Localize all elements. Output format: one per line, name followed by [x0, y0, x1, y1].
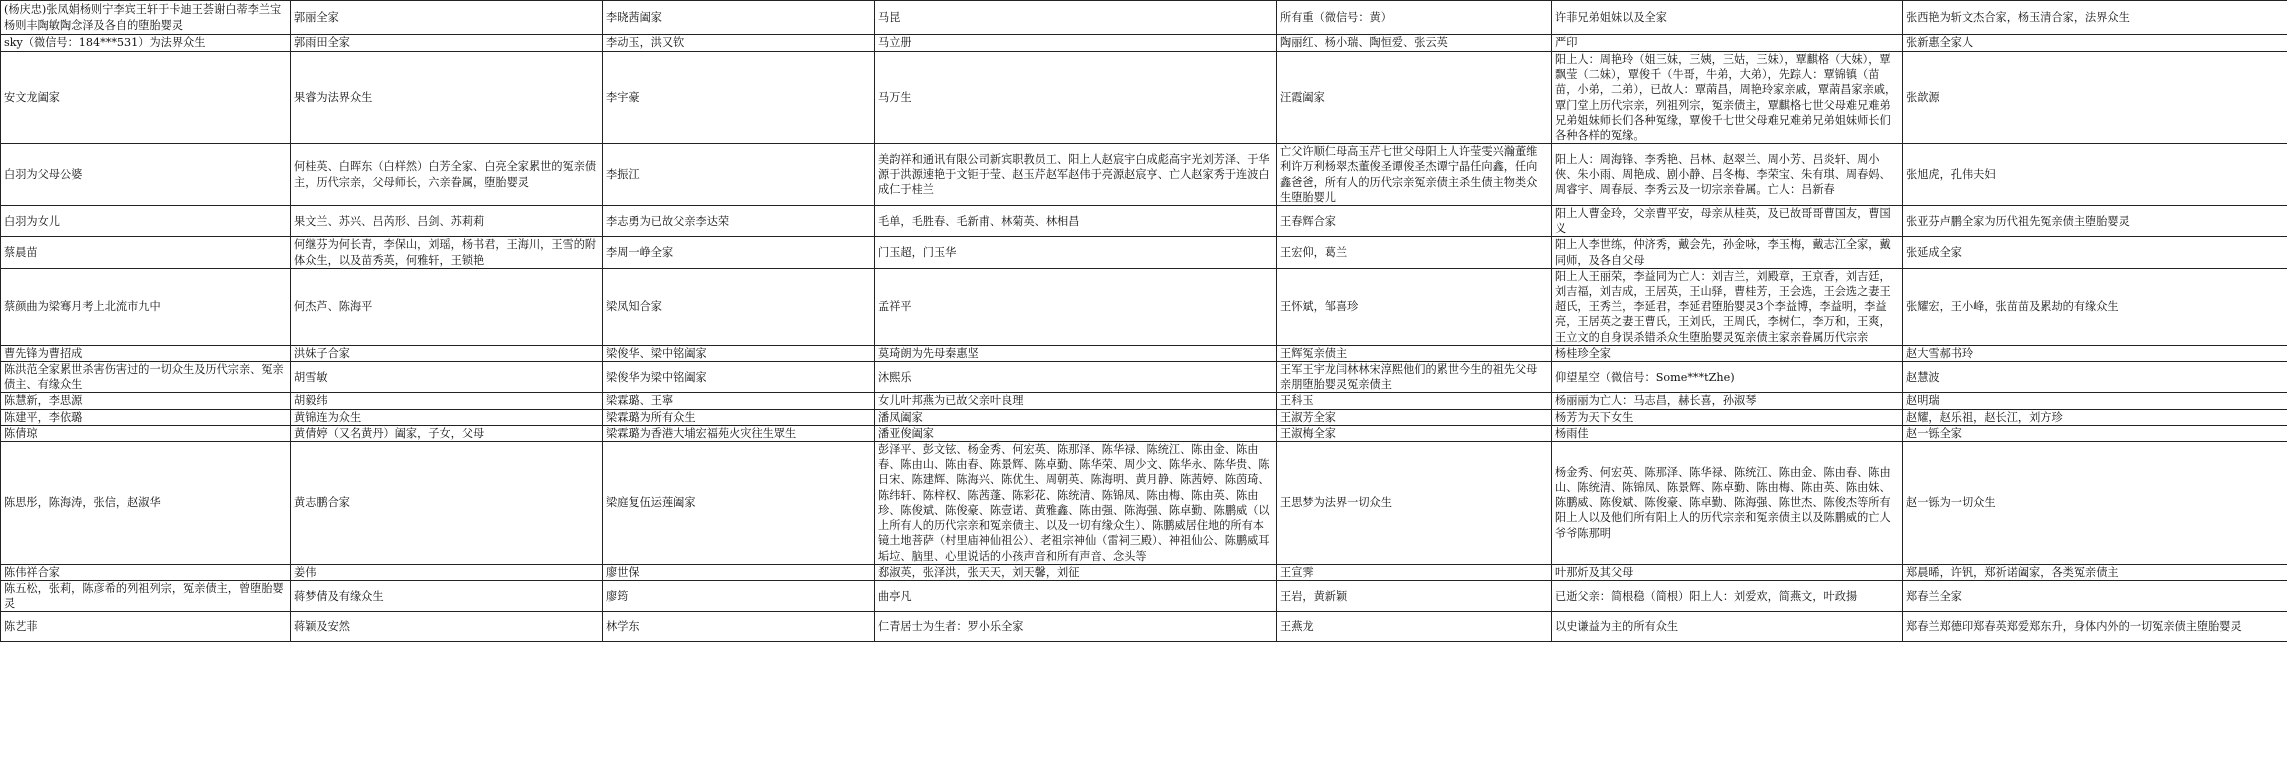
table-cell: 陈思彤，陈海涛，张信，赵淑华 [1, 442, 291, 565]
table-cell: 何杰芦、陈海平 [291, 268, 603, 345]
table-cell: 蒋梦倩及有缘众生 [291, 580, 603, 611]
table-cell: 女儿叶邦燕为已故父亲叶良理 [875, 393, 1277, 409]
table-cell: 黄锦连为众生 [291, 409, 603, 425]
table-cell: 王岩，黄新颖 [1277, 580, 1552, 611]
table-cell: 王淑芳全家 [1277, 409, 1552, 425]
table-cell: 姜伟 [291, 564, 603, 580]
table-cell: 所有重（微信号：黄） [1277, 1, 1552, 35]
table-cell: 门玉超，门玉华 [875, 237, 1277, 268]
table-cell: 阳上人李世练，仲济秀，戴会先，孙金咏，李玉梅，戴志江全家，戴同师，及各自父母 [1552, 237, 1903, 268]
table-cell: 杨桂珍全家 [1552, 345, 1903, 361]
table-cell: 郄淑英，张泽洪，张天天，刘天馨，刘征 [875, 564, 1277, 580]
table-cell: 王淑梅全家 [1277, 425, 1552, 441]
table-cell: 白羽为父母公婆 [1, 144, 291, 206]
table-cell: 王燕龙 [1277, 612, 1552, 642]
table-cell: 洪妹子合家 [291, 345, 603, 361]
table-cell: 毛单，毛胜春、毛新甫、林菊英、林相昌 [875, 206, 1277, 237]
table-cell: 何继芬为何长青，李保山，刘瑶，杨书君，王海川，王雪的附体众生，以及苗秀英，何雅轩，王锁艳 [291, 237, 603, 268]
table-cell: 王春辉合家 [1277, 206, 1552, 237]
table-cell: 梁庭复伍运莲阖家 [603, 442, 875, 565]
table-cell: 赵大雪郝书玲 [1903, 345, 2287, 361]
table-cell: 蔡晨苗 [1, 237, 291, 268]
table-cell: 果文兰、苏兴、吕芮形、吕剑、苏莉莉 [291, 206, 603, 237]
table-cell: 李周一峥全家 [603, 237, 875, 268]
table-cell: 陈艺菲 [1, 612, 291, 642]
table-cell: 黄倩婷（又名黄丹）阖家，子女，父母 [291, 425, 603, 441]
table-cell: 仁青居士为生者：罗小乐全家 [875, 612, 1277, 642]
table-cell: 郭雨田全家 [291, 35, 603, 52]
table-cell: 仰望星空（微信号：Some***tZhe) [1552, 362, 1903, 393]
table-body [1, 1, 2287, 642]
table-row [1, 612, 2287, 642]
table-cell: 张延成全家 [1903, 237, 2287, 268]
table-cell: 陈慧新，李思源 [1, 393, 291, 409]
table-cell: 陶丽红、杨小瑞、陶恒爱、张云英 [1277, 35, 1552, 52]
table-cell: 阳上人：周艳玲（姐三妹，三姨，三姑，三妹），覃麒格（大妹），覃飘莹（二妹），覃俊千（牛哥，牛弟，大弟），先踪人：覃锦镇（苗苗，小弟，二弟），已故人：覃䓣昌，周艳玲家亲戚，覃䓣昌家亲戚，覃门堂上历代宗亲，列祖列宗，冤亲债主，覃麒格七世父母难兄难弟兄弟姐妹师长们各种冤缘，覃俊千七世父母难兄难弟兄弟姐妹师长们各种各样的冤缘。 [1552, 52, 1903, 144]
table-cell: 胡毅纬 [291, 393, 603, 409]
table-row [1, 345, 2287, 361]
table-cell: 赵一铄为一切众生 [1903, 442, 2287, 565]
table-cell: 李动玉，洪又钦 [603, 35, 875, 52]
table-cell: 张亚芬卢鹏全家为历代祖先冤亲债主堕胎婴灵 [1903, 206, 2287, 237]
table-cell: 曲亭凡 [875, 580, 1277, 611]
table-cell: 赵慧波 [1903, 362, 2287, 393]
table-cell: 马立册 [875, 35, 1277, 52]
table-cell: 郑春兰郑德印郑春英郑爱郑东升，身体内外的一切冤亲债主堕胎婴灵 [1903, 612, 2287, 642]
table-cell: 王宏仰，葛兰 [1277, 237, 1552, 268]
table-cell: 陈伟祥合家 [1, 564, 291, 580]
table-row [1, 442, 2287, 565]
table-cell: 陈五松，张莉，陈彦希的列祖列宗，冤亲债主，曾堕胎婴灵 [1, 580, 291, 611]
table-row [1, 580, 2287, 611]
table-cell: 郑春兰全家 [1903, 580, 2287, 611]
table-cell: 杨芳为天下女生 [1552, 409, 1903, 425]
table-cell: 安文龙阖家 [1, 52, 291, 144]
table-cell: 梁霖璐为香港大埔宏福苑火灾往生眾生 [603, 425, 875, 441]
table-cell: 梁俊华为梁中铭阖家 [603, 362, 875, 393]
table-row [1, 393, 2287, 409]
table-cell: 张耀宏，王小峰，张苗苗及累劫的有缘众生 [1903, 268, 2287, 345]
table-cell: 张西艳为斩文杰合家，杨玉清合家，法界众生 [1903, 1, 2287, 35]
table-cell: 胡雪敏 [291, 362, 603, 393]
table-row [1, 52, 2287, 144]
table-cell: 梁凤知合家 [603, 268, 875, 345]
table-cell: 王怀斌，邹喜珍 [1277, 268, 1552, 345]
table-cell: 李宇豪 [603, 52, 875, 144]
table-cell: 王辉冤亲债主 [1277, 345, 1552, 361]
table-cell: 王科玉 [1277, 393, 1552, 409]
table-cell: sky（微信号：184***531）为法界众生 [1, 35, 291, 52]
table-cell: 蔡颜曲为梁骞月考上北流市九中 [1, 268, 291, 345]
table-cell: 李志勇为已故父亲李达荣 [603, 206, 875, 237]
table-cell: 亡父许顺仁母高玉芹七世父母阳上人许莹雯兴瀚董维利许万利杨翠杰董俊圣谭俊圣杰谭宁晶任向鑫，任向鑫爸爸，所有人的历代宗亲冤亲债主杀生债主物类众生堕胎婴儿 [1277, 144, 1552, 206]
table-cell: 沐熙乐 [875, 362, 1277, 393]
table-cell: 李振江 [603, 144, 875, 206]
table-cell: 莫琦朗为先母秦惠坚 [875, 345, 1277, 361]
table-row [1, 1, 2287, 35]
table-cell: 汪霞阖家 [1277, 52, 1552, 144]
table-cell: 果睿为法界众生 [291, 52, 603, 144]
table-cell: 郭丽全家 [291, 1, 603, 35]
table-cell: 马万生 [875, 52, 1277, 144]
table-cell: 梁俊华、梁中铭阖家 [603, 345, 875, 361]
table-cell: 白羽为女儿 [1, 206, 291, 237]
table-cell: 杨丽丽为亡人：马志昌，赫长喜，孙淑琴 [1552, 393, 1903, 409]
table-row [1, 425, 2287, 441]
table-cell: 彭泽平、彭文铉、杨金秀、何宏英、陈那泽、陈华禄、陈统江、陈由金、陈由春、陈由山、陈由春、陈景辉、陈卓勤、陈华荣、周少文、陈华永、陈华贵、陈日宋、陈建辉、陈海兴、陈优生、周朝英、陈海明、黄月静、陈茜婷、陈茵琦、陈纬轩、陈梓权、陈茜蓬、陈彩花、陈统清、陈锦凤、陈由梅、陈由英、陈由珍、陈俊斌、陈俊豪、陈壹诺、黄雅鑫、陈由强、陈海强、陈卓勤、陈鹏威（以上所有人的历代宗亲和冤亲债主、以及一切有缘众生）、陈鹏威居住地的所有本镜土地菩萨（村里庙神仙祖公）、老祖宗神仙（雷祠三殿）、神祖仙公、陈鹏威耳垢垃、脑里、心里说话的小孩声音和所有声音、念头等 [875, 442, 1277, 565]
table-row [1, 35, 2287, 52]
table-cell: 赵一铄全家 [1903, 425, 2287, 441]
table-cell: 阳上人曹金玲，父亲曹平安，母亲从桂英，及已故哥哥曹国友，曹国义 [1552, 206, 1903, 237]
table-row [1, 206, 2287, 237]
table-cell: 阳上人：周海锋、李秀艳、吕林、赵翠兰、周小芳、吕炎轩、周小俠、朱小雨、周艳成、剧小静、吕冬梅、李荣宝、朱有琪、周春妈、周睿宇、周春辰、李秀云及一切宗亲眷属。亡人：吕新春 [1552, 144, 1903, 206]
table-cell: 王思梦为法界一切众生 [1277, 442, 1552, 565]
table-cell: 孟祥平 [875, 268, 1277, 345]
table-cell: 严印 [1552, 35, 1903, 52]
table-cell: 叶那炘及其父母 [1552, 564, 1903, 580]
table-cell: 杨雨佳 [1552, 425, 1903, 441]
table-cell: 以史谦益为主的所有众生 [1552, 612, 1903, 642]
table-cell: 王军王宇龙闫林林宋淳熙他们的累世今生的祖先父母亲朋堕胎婴灵冤亲债主 [1277, 362, 1552, 393]
table-cell: 潘凤阖家 [875, 409, 1277, 425]
table-cell: 陈建平，李依璐 [1, 409, 291, 425]
table-cell: 郑晨晞，许钒，郑祈诺阖家，各类冤亲债主 [1903, 564, 2287, 580]
table-cell: 何桂英、白晖东（白样然）白芳全家、白亮全家累世的冤亲债主，历代宗亲，父母师长，六亲眷属，堕胎婴灵 [291, 144, 603, 206]
table-row [1, 409, 2287, 425]
table-cell: 赵明瑞 [1903, 393, 2287, 409]
table-row [1, 362, 2287, 393]
table-cell: 许菲兄弟姐妹以及全家 [1552, 1, 1903, 35]
table-cell: 廖筠 [603, 580, 875, 611]
table-cell: 林学东 [603, 612, 875, 642]
table-cell: 梁霖璐为所有众生 [603, 409, 875, 425]
table-cell: 梁霖璐、王寧 [603, 393, 875, 409]
table-cell: 陈倩琼 [1, 425, 291, 441]
table-cell: 赵耀，赵乐祖，赵长江，刘方珍 [1903, 409, 2287, 425]
table-cell: 阳上人王丽荣，李益同为亡人：刘吉兰，刘殿章，王京香，刘吉廷，刘吉福，刘吉成，王居英，王山驿，曹桂芳，王会选，王会选之妻王超氏，王秀兰，李延君，李延君堕胎婴灵3个李益博，李益明，李益亮，王居英之妻王曹氏，王刘氏，王周氏，李树仁，李万和，王爽，王立文的自身误杀错杀众生堕胎婴灵冤亲债主家亲眷属历代宗亲 [1552, 268, 1903, 345]
table-cell: 蒋颖及安然 [291, 612, 603, 642]
table-cell: 王宣霁 [1277, 564, 1552, 580]
table-cell: 李晓茜阖家 [603, 1, 875, 35]
table-row [1, 237, 2287, 268]
table-cell: 黄志鹏合家 [291, 442, 603, 565]
table-cell: 马昆 [875, 1, 1277, 35]
table-cell: 张新惠全家人 [1903, 35, 2287, 52]
table-cell: 张歆源 [1903, 52, 2287, 144]
table-cell: 曹先锋为曹招成 [1, 345, 291, 361]
table-cell: 陈洪范全家累世杀害伤害过的一切众生及历代宗亲、冤亲债主、有缘众生 [1, 362, 291, 393]
table-row [1, 144, 2287, 206]
table-row [1, 564, 2287, 580]
table-cell: 已逝父亲：简根稳（简根）阳上人：刘爱欢，简燕文，叶政揚 [1552, 580, 1903, 611]
table-cell: 廖世保 [603, 564, 875, 580]
table-cell: 美韵祥和通讯有限公司新宾职教员工、阳上人赵宸宇白成彪高宇光刘芳泽、于华源于洪源速艳于文钜于莹、赵玉芹赵军赵伟于亮源赵宸亨、亡人赵家秀于连波白成仁于桂兰 [875, 144, 1277, 206]
table-cell: (杨庆忠)张凤娟杨则宁李宾王轩于卡迪王荟谢白蒂李兰宝杨则丰陶敏陶念泽及各自的堕胎婴灵 [1, 1, 291, 35]
table-cell: 潘亚俊阖家 [875, 425, 1277, 441]
table-row [1, 268, 2287, 345]
table-cell: 张旭虎，孔伟夫妇 [1903, 144, 2287, 206]
table-cell: 杨金秀、何宏英、陈那泽、陈华禄、陈统江、陈由金、陈由春、陈由山、陈统清、陈锦凤、陈景辉、陈卓勤、陈由梅、陈由英、陈由妹、陈鹏威、陈俊斌、陈俊豪、陈卓勤、陈海强、陈世杰、陈俊杰等所有阳上人以及他们所有阳上人的历代宗亲和冤亲债主以及陈鹏威的亡人爷爷陈那明 [1552, 442, 1903, 565]
